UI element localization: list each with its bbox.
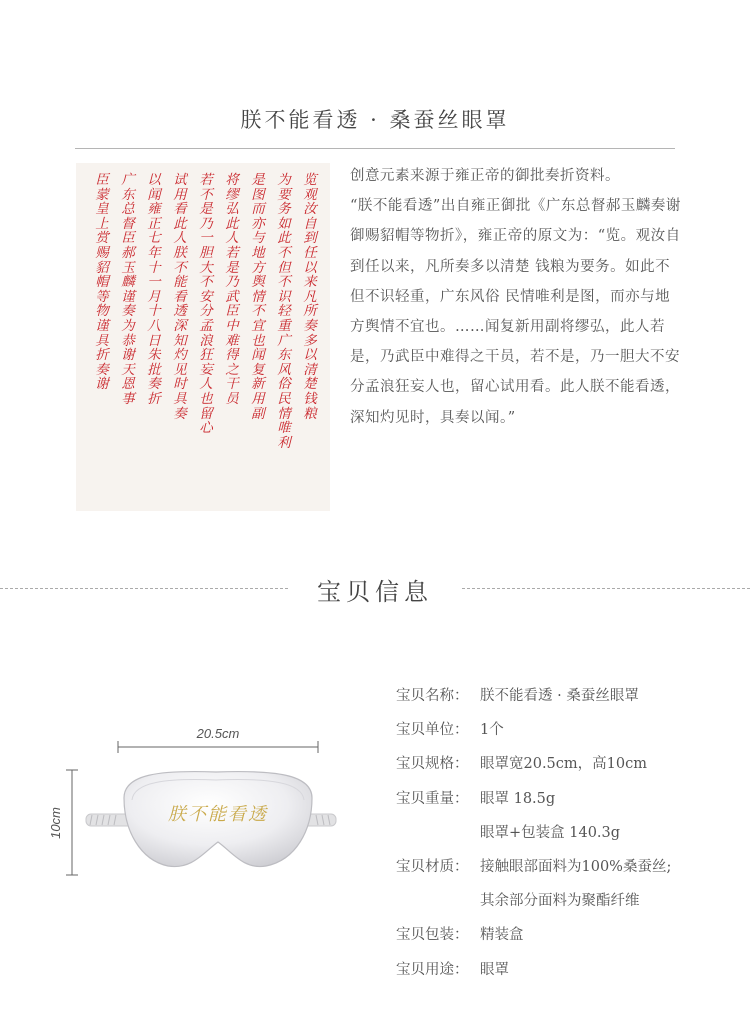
- calligraphy-char: 年: [147, 244, 161, 261]
- intro-paragraph: 创意元素来源于雍正帝的御批奏折资料。: [350, 168, 620, 184]
- mask-embroidery-text: 朕不能看透: [168, 804, 268, 825]
- calligraphy-char: 折: [147, 390, 161, 407]
- calligraphy-char: 十: [147, 259, 161, 276]
- spec-value: 接触眼部面料为100%桑蚕丝;: [480, 858, 672, 875]
- calligraphy-char: 看: [173, 288, 187, 305]
- calligraphy-char: 到: [303, 230, 317, 247]
- calligraphy-char: 恩: [121, 376, 135, 393]
- spec-value: 1个: [480, 722, 504, 739]
- calligraphy-char: 时: [173, 376, 187, 393]
- calligraphy-char: 赏: [95, 230, 109, 247]
- calligraphy-char: 览: [303, 172, 317, 188]
- calligraphy-char: 东: [121, 186, 135, 203]
- calligraphy-char: 批: [147, 361, 161, 378]
- spec-row-weight-boxed: [396, 816, 736, 850]
- calligraphy-char: 心: [199, 420, 213, 437]
- calligraphy-char: 用: [251, 390, 265, 407]
- calligraphy-char: 东: [277, 347, 291, 364]
- width-label: 20.5cm: [196, 726, 240, 741]
- calligraphy-char: 谨: [95, 317, 109, 334]
- spec-label: 宝贝重量：: [396, 790, 469, 807]
- calligraphy-char: 凡: [303, 288, 317, 305]
- calligraphy-char: 若: [199, 172, 213, 188]
- calligraphy-char: 不: [199, 186, 213, 203]
- calligraphy-char: 臣: [225, 303, 239, 320]
- calligraphy-char: 得: [225, 347, 239, 364]
- spec-value: 精装盒: [480, 927, 524, 944]
- calligraphy-char: 之: [225, 361, 239, 378]
- calligraphy-char: 狂: [199, 347, 213, 364]
- calligraphy-char: 宜: [251, 317, 265, 334]
- spec-value: 其余部分面料为聚酯纤维: [480, 893, 640, 910]
- title-divider: [75, 148, 675, 149]
- calligraphy-char: 督: [121, 215, 135, 232]
- calligraphy-char: 舆: [251, 274, 265, 291]
- calligraphy-char: 事: [121, 390, 135, 407]
- calligraphy-column: [120, 173, 136, 497]
- calligraphy-char: 务: [277, 201, 291, 218]
- calligraphy-char: 臣: [95, 172, 109, 188]
- calligraphy-char: 是: [251, 172, 265, 188]
- calligraphy-char: 钱: [303, 390, 317, 407]
- calligraphy-char: 雍: [147, 201, 161, 218]
- calligraphy-char: 以: [303, 347, 317, 364]
- section-title: 宝贝信息: [317, 578, 433, 606]
- calligraphy-char: 图: [251, 186, 265, 203]
- spec-row-unit: [396, 713, 736, 747]
- calligraphy-char: 方: [251, 259, 265, 276]
- calligraphy-column: [250, 173, 266, 497]
- calligraphy-char: 八: [147, 317, 161, 334]
- calligraphy-char: 见: [173, 361, 187, 378]
- spec-label: 宝贝材质：: [396, 858, 469, 875]
- calligraphy-char: 也: [251, 332, 265, 349]
- calligraphy-char: 不: [277, 244, 291, 261]
- calligraphy-char: 蒙: [95, 186, 109, 203]
- calligraphy-char: 能: [173, 274, 187, 291]
- calligraphy-char: 轻: [277, 303, 291, 320]
- page-title: 朕不能看透 · 桑蚕丝眼罩: [240, 108, 510, 132]
- calligraphy-char: 唯: [277, 420, 291, 437]
- calligraphy-char: 用: [173, 186, 187, 203]
- height-label: 10cm: [48, 807, 63, 839]
- calligraphy-column: [302, 173, 318, 497]
- calligraphy-char: 大: [199, 259, 213, 276]
- calligraphy-char: 所: [303, 303, 317, 320]
- calligraphy-char: 武: [225, 288, 239, 305]
- calligraphy-char: 孟: [199, 317, 213, 334]
- calligraphy-manuscript-image: [76, 163, 330, 511]
- calligraphy-column: [94, 173, 110, 497]
- calligraphy-char: 要: [277, 186, 291, 203]
- calligraphy-char: 乃: [225, 274, 239, 291]
- calligraphy-char: 此: [173, 215, 187, 232]
- spec-value: 眼罩+包装盒 140.3g: [480, 824, 621, 841]
- calligraphy-char: 奏: [147, 376, 161, 393]
- spec-value: 眼罩宽20.5cm，高10cm: [480, 756, 647, 773]
- calligraphy-char: 恭: [121, 332, 135, 349]
- calligraphy-char: 一: [147, 274, 161, 291]
- spec-label: 宝贝名称：: [396, 688, 469, 704]
- calligraphy-char: 观: [303, 186, 317, 203]
- calligraphy-char: 但: [277, 259, 291, 276]
- calligraphy-char: 地: [251, 244, 265, 261]
- product-specs: [396, 679, 736, 987]
- calligraphy-char: 员: [225, 390, 239, 407]
- calligraphy-column: [198, 173, 214, 497]
- calligraphy-char: 不: [251, 303, 265, 320]
- calligraphy-char: 赐: [95, 244, 109, 261]
- calligraphy-char: 麟: [121, 274, 135, 291]
- calligraphy-char: 为: [121, 317, 135, 334]
- calligraphy-char: 人: [225, 230, 239, 247]
- spec-row-size: [396, 747, 736, 781]
- calligraphy-char: 将: [225, 172, 239, 188]
- calligraphy-char: 具: [173, 390, 187, 407]
- calligraphy-char: 留: [199, 405, 213, 422]
- calligraphy-char: 玉: [121, 259, 135, 276]
- calligraphy-column: [146, 173, 162, 497]
- calligraphy-char: 此: [225, 215, 239, 232]
- calligraphy-char: 广: [277, 332, 291, 349]
- calligraphy-char: 闻: [251, 347, 265, 364]
- calligraphy-char: 七: [147, 230, 161, 247]
- calligraphy-char: 看: [173, 201, 187, 218]
- calligraphy-char: 奏: [303, 317, 317, 334]
- calligraphy-char: 正: [147, 215, 161, 232]
- calligraphy-char: 胆: [199, 244, 213, 261]
- spec-value: 眼罩 18.5g: [480, 790, 556, 807]
- calligraphy-char: 是: [199, 201, 213, 218]
- calligraphy-char: 深: [173, 317, 187, 334]
- calligraphy-char: 谢: [121, 347, 135, 364]
- calligraphy-char: 风: [277, 361, 291, 378]
- calligraphy-char: 奏: [173, 405, 187, 422]
- calligraphy-char: 为: [277, 172, 291, 188]
- calligraphy-char: 识: [277, 288, 291, 305]
- calligraphy-char: 不: [277, 274, 291, 291]
- spec-value: 眼罩: [480, 961, 509, 978]
- spec-row-packaging: [396, 918, 736, 952]
- calligraphy-char: 日: [147, 332, 161, 349]
- calligraphy-char: 缪: [225, 186, 239, 203]
- calligraphy-char: 是: [225, 259, 239, 276]
- section-divider-right: [462, 588, 750, 589]
- spec-label: 宝贝单位：: [396, 722, 469, 739]
- calligraphy-char: 人: [199, 376, 213, 393]
- calligraphy-char: 广: [121, 172, 135, 188]
- calligraphy-char: 浪: [199, 332, 213, 349]
- calligraphy-char: 帽: [95, 274, 109, 291]
- calligraphy-char: 月: [147, 288, 161, 305]
- calligraphy-column: [172, 173, 188, 497]
- calligraphy-char: 试: [173, 172, 187, 188]
- calligraphy-char: 新: [251, 376, 265, 393]
- calligraphy-char: 副: [251, 405, 265, 422]
- calligraphy-char: 复: [251, 361, 265, 378]
- calligraphy-char: 灼: [173, 347, 187, 364]
- spec-row-usage: [396, 953, 736, 987]
- calligraphy-char: 天: [121, 361, 135, 378]
- calligraphy-char: 妄: [199, 361, 213, 378]
- calligraphy-char: 任: [303, 244, 317, 261]
- calligraphy-char: 谨: [121, 288, 135, 305]
- calligraphy-char: 来: [303, 274, 317, 291]
- calligraphy-char: 朱: [147, 347, 161, 364]
- calligraphy-char: 而: [251, 201, 265, 218]
- eye-mask-drawing: [40, 720, 370, 900]
- calligraphy-char: 以: [303, 259, 317, 276]
- calligraphy-char: 具: [95, 332, 109, 349]
- calligraphy-char: 不: [199, 274, 213, 291]
- calligraphy-char: 干: [225, 376, 239, 393]
- calligraphy-char: 也: [199, 390, 213, 407]
- calligraphy-char: 以: [147, 172, 161, 188]
- calligraphy-char: 楚: [303, 376, 317, 393]
- calligraphy-char: 重: [277, 317, 291, 334]
- calligraphy-char: 人: [173, 230, 187, 247]
- calligraphy-char: 闻: [147, 186, 161, 203]
- calligraphy-char: 透: [173, 303, 187, 320]
- calligraphy-char: 皇: [95, 201, 109, 218]
- calligraphy-char: 情: [277, 405, 291, 422]
- intro-paragraph: “朕不能看透”出自雍正御批《广东总督郝玉麟奏谢御赐貂帽等物折》，雍正帝的原文为：“览。观汝自到任以来，凡所奏多以清楚 钱粮为要务。如此不但不识轻重，广东风俗 民情唯利是图，而亦与地方舆情不宜也。……闻复新用副将缪弘，此人若是，乃武臣中难得之干员，若不是，乃一胆大不安分孟浪狂妄人也，留心试用看。此人朕不能看透，深知灼见时，具奏以闻。”: [350, 198, 681, 426]
- calligraphy-char: 俗: [277, 376, 291, 393]
- calligraphy-char: 此: [277, 230, 291, 247]
- calligraphy-column: [276, 173, 292, 497]
- spec-label: 宝贝包装：: [396, 927, 469, 944]
- calligraphy-char: 不: [173, 259, 187, 276]
- spec-label: 宝贝规格：: [396, 756, 469, 773]
- spec-row-weight: [396, 782, 736, 816]
- calligraphy-char: 情: [251, 288, 265, 305]
- calligraphy-char: 郝: [121, 244, 135, 261]
- spec-value: 朕不能看透 · 桑蚕丝眼罩: [480, 688, 639, 704]
- calligraphy-char: 貂: [95, 259, 109, 276]
- calligraphy-char: 多: [303, 332, 317, 349]
- calligraphy-char: 中: [225, 317, 239, 334]
- calligraphy-char: 难: [225, 332, 239, 349]
- eye-mask-illustration: [40, 720, 370, 900]
- calligraphy-char: 自: [303, 215, 317, 232]
- calligraphy-char: 分: [199, 303, 213, 320]
- intro-text: [350, 161, 685, 433]
- calligraphy-char: 知: [173, 332, 187, 349]
- calligraphy-char: 折: [95, 347, 109, 364]
- calligraphy-column: [224, 173, 240, 497]
- calligraphy-char: 与: [251, 230, 265, 247]
- calligraphy-char: 一: [199, 230, 213, 247]
- calligraphy-char: 等: [95, 288, 109, 305]
- calligraphy-char: 上: [95, 215, 109, 232]
- spec-row-name: [396, 679, 736, 713]
- calligraphy-char: 朕: [173, 244, 187, 261]
- calligraphy-char: 乃: [199, 215, 213, 232]
- calligraphy-char: 亦: [251, 215, 265, 232]
- calligraphy-char: 物: [95, 303, 109, 320]
- calligraphy-char: 汝: [303, 201, 317, 218]
- spec-row-material: [396, 850, 736, 884]
- calligraphy-char: 总: [121, 201, 135, 218]
- calligraphy-char: 弘: [225, 201, 239, 218]
- calligraphy-char: 利: [277, 434, 291, 451]
- calligraphy-char: 臣: [121, 230, 135, 247]
- calligraphy-char: 清: [303, 361, 317, 378]
- calligraphy-char: 粮: [303, 405, 317, 422]
- calligraphy-char: 如: [277, 215, 291, 232]
- calligraphy-char: 十: [147, 303, 161, 320]
- calligraphy-char: 谢: [95, 376, 109, 393]
- calligraphy-char: 奏: [95, 361, 109, 378]
- calligraphy-char: 若: [225, 244, 239, 261]
- calligraphy-char: 民: [277, 390, 291, 407]
- spec-label: 宝贝用途：: [396, 961, 469, 978]
- spec-row-material-other: [396, 884, 736, 918]
- calligraphy-char: 安: [199, 288, 213, 305]
- calligraphy-char: 奏: [121, 303, 135, 320]
